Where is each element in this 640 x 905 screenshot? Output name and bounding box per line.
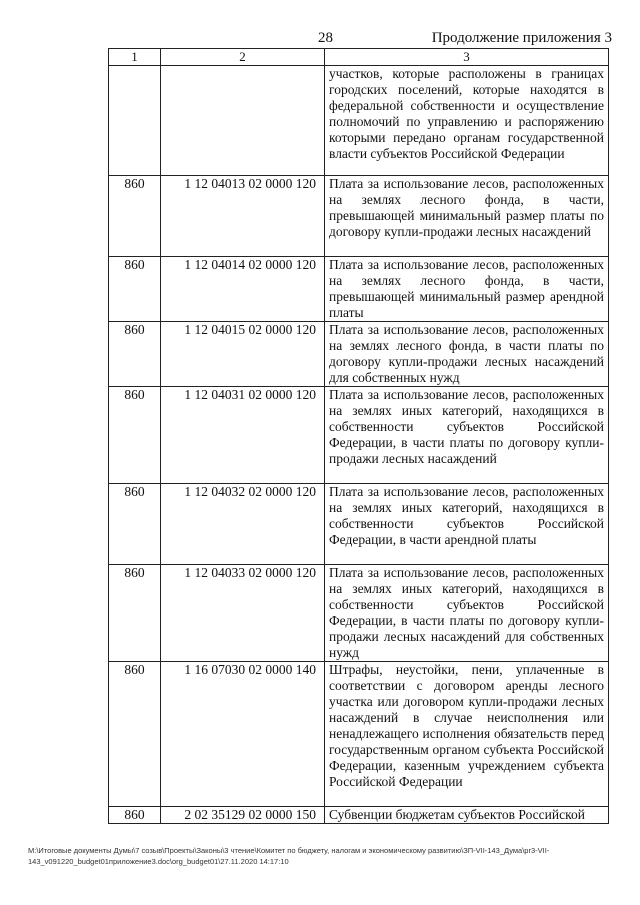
column-header: 3 <box>325 49 609 66</box>
admin-code-cell: 860 <box>109 387 161 484</box>
description-cell: Плата за использование лесов, расположенных на землях лесного фонда, в части платы по договору купли-продажи лесных насаждений для собственных нужд <box>325 322 609 387</box>
table-row <box>109 484 609 565</box>
revenue-code-cell: 1 12 04033 02 0000 120 <box>161 565 325 662</box>
description-cell: Плата за использование лесов, расположенных на землях иных категорий, находящихся в собственности субъектов Российской Федерации, в части платы по договору купли-продажи лесных насаждений для собственных нужд <box>325 565 609 662</box>
description-cell: Плата за использование лесов, расположенных на землях лесного фонда, в части, превышающей минимальный размер арендной платы <box>325 257 609 322</box>
revenue-code-cell: 1 12 04013 02 0000 120 <box>161 176 325 257</box>
description-cell: участков, которые расположены в границах городских поселений, которые находятся в федеральной собственности и осуществление полномочий по управлению и распоряжению которыми передано органам государственной власти субъектов Российской Федерации <box>325 66 609 176</box>
admin-code-cell: 860 <box>109 484 161 565</box>
page-number: 28 <box>318 30 333 46</box>
table-row <box>109 387 609 484</box>
table-row <box>109 662 609 807</box>
admin-code-cell: 860 <box>109 176 161 257</box>
description-cell: Плата за использование лесов, расположенных на землях иных категорий, находящихся в собственности субъектов Российской Федерации, в части платы по договору купли-продажи лесных насаждений <box>325 387 609 484</box>
column-header: 1 <box>109 49 161 66</box>
description-cell: Штрафы, неустойки, пени, уплаченные в соответствии с договором аренды лесного участка или договором купли-продажи лесных насаждений в случае неисполнения или ненадлежащего исполнения обязательств перед государственным органом субъекта Российской Федерации, казенным учреждением субъекта Российской Федерации <box>325 662 609 807</box>
revenue-code-cell <box>161 66 325 176</box>
revenue-code-cell: 1 12 04015 02 0000 120 <box>161 322 325 387</box>
admin-code-cell: 860 <box>109 662 161 807</box>
revenue-code-cell: 1 12 04014 02 0000 120 <box>161 257 325 322</box>
description-cell: Плата за использование лесов, расположенных на землях лесного фонда, в части, превышающей минимальный размер платы по договору купли-продажи лесных насаждений <box>325 176 609 257</box>
revenue-code-cell: 2 02 35129 02 0000 150 <box>161 807 325 824</box>
revenue-code-cell: 1 12 04031 02 0000 120 <box>161 387 325 484</box>
table-row <box>109 807 609 824</box>
description-cell: Субвенции бюджетам субъектов Российской <box>325 807 609 824</box>
admin-code-cell <box>109 66 161 176</box>
file-path-footer: М:\Итоговые документы Думы\7 созыв\Проекты\Законы\3 чтение\Комитет по бюджету, налогам и экономическому развитию\ЗП-VII-143_Дума\pr3-VII-143_v091220_budget01приложение3.doc\org_budget01\27.11.2020 14:17:10 <box>28 846 550 866</box>
table-row <box>109 565 609 662</box>
table-row <box>109 322 609 387</box>
admin-code-cell: 860 <box>109 322 161 387</box>
revenue-code-cell: 1 12 04032 02 0000 120 <box>161 484 325 565</box>
admin-code-cell: 860 <box>109 257 161 322</box>
continuation-title: Продолжение приложения 3 <box>431 30 612 46</box>
admin-code-cell: 860 <box>109 565 161 662</box>
revenue-codes-table <box>108 48 609 824</box>
table-row <box>109 176 609 257</box>
column-header: 2 <box>161 49 325 66</box>
table-row <box>109 66 609 176</box>
table-row <box>109 257 609 322</box>
admin-code-cell: 860 <box>109 807 161 824</box>
description-cell: Плата за использование лесов, расположенных на землях иных категорий, находящихся в собственности субъектов Российской Федерации, в части арендной платы <box>325 484 609 565</box>
table-header-row <box>109 49 609 66</box>
revenue-code-cell: 1 16 07030 02 0000 140 <box>161 662 325 807</box>
